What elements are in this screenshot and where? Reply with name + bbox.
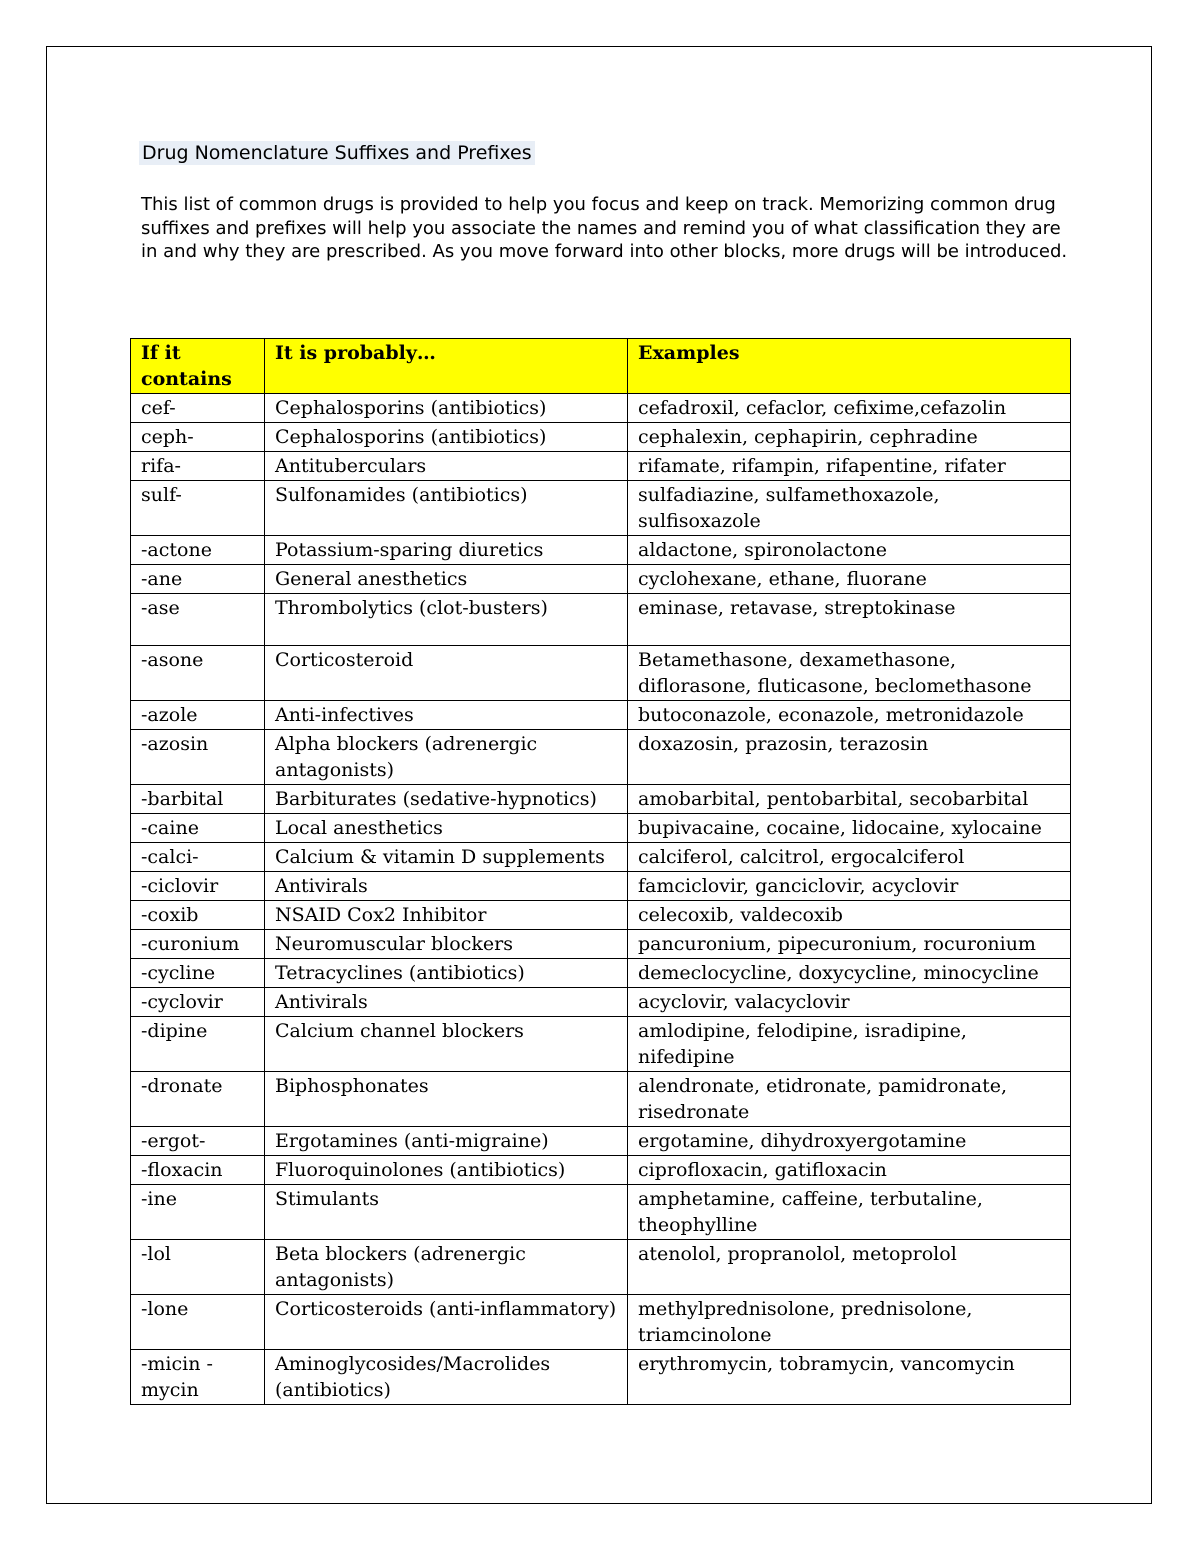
cell-contains: -ase	[131, 594, 265, 646]
cell-examples: cyclohexane, ethane, fluorane	[628, 565, 1071, 594]
cell-contains: -caine	[131, 814, 265, 843]
cell-examples: calciferol, calcitrol, ergocalciferol	[628, 843, 1071, 872]
cell-contains: -micin -mycin	[131, 1350, 265, 1405]
cell-probably: General anesthetics	[265, 565, 628, 594]
cell-examples: rifamate, rifampin, rifapentine, rifater	[628, 452, 1071, 481]
cell-examples: ciprofloxacin, gatifloxacin	[628, 1156, 1071, 1185]
table-row	[131, 646, 1071, 701]
table-row	[131, 959, 1071, 988]
table-row	[131, 1295, 1071, 1350]
cell-examples: amlodipine, felodipine, isradipine, nifedipine	[628, 1017, 1071, 1072]
cell-examples: amobarbital, pentobarbital, secobarbital	[628, 785, 1071, 814]
table-row	[131, 452, 1071, 481]
cell-probably: Neuromuscular blockers	[265, 930, 628, 959]
cell-contains: -cyclovir	[131, 988, 265, 1017]
table-row	[131, 423, 1071, 452]
table-row	[131, 785, 1071, 814]
cell-probably: Beta blockers (adrenergic antagonists)	[265, 1240, 628, 1295]
cell-contains: -ciclovir	[131, 872, 265, 901]
cell-examples: eminase, retavase, streptokinase	[628, 594, 1071, 646]
table-row	[131, 1072, 1071, 1127]
table-row	[131, 1156, 1071, 1185]
cell-examples: sulfadiazine, sulfamethoxazole, sulfisoxazole	[628, 481, 1071, 536]
table-row	[131, 872, 1071, 901]
cell-probably: Local anesthetics	[265, 814, 628, 843]
header-examples: Examples	[628, 339, 1071, 394]
table-row	[131, 536, 1071, 565]
table-row	[131, 701, 1071, 730]
cell-contains: -curonium	[131, 930, 265, 959]
cell-contains: -asone	[131, 646, 265, 701]
cell-contains: cef-	[131, 394, 265, 423]
cell-contains: rifa-	[131, 452, 265, 481]
cell-examples: doxazosin, prazosin, terazosin	[628, 730, 1071, 785]
cell-examples: methylprednisolone, prednisolone, triamcinolone	[628, 1295, 1071, 1350]
cell-contains: -ine	[131, 1185, 265, 1240]
cell-contains: -actone	[131, 536, 265, 565]
cell-examples: alendronate, etidronate, pamidronate, risedronate	[628, 1072, 1071, 1127]
table-row	[131, 843, 1071, 872]
header-probably: It is probably…	[265, 339, 628, 394]
cell-probably: Aminoglycosides/Macrolides (antibiotics)	[265, 1350, 628, 1405]
table-row	[131, 1185, 1071, 1240]
table-row	[131, 1350, 1071, 1405]
cell-examples: famciclovir, ganciclovir, acyclovir	[628, 872, 1071, 901]
document-title: Drug Nomenclature Suffixes and Prefixes	[139, 141, 535, 165]
cell-contains: ceph-	[131, 423, 265, 452]
cell-examples: erythromycin, tobramycin, vancomycin	[628, 1350, 1071, 1405]
cell-contains: -ane	[131, 565, 265, 594]
cell-probably: Biphosphonates	[265, 1072, 628, 1127]
cell-examples: aldactone, spironolactone	[628, 536, 1071, 565]
cell-probably: Fluoroquinolones (antibiotics)	[265, 1156, 628, 1185]
cell-probably: Alpha blockers (adrenergic antagonists)	[265, 730, 628, 785]
table-row	[131, 814, 1071, 843]
cell-contains: -dipine	[131, 1017, 265, 1072]
intro-paragraph: This list of common drugs is provided to help you focus and keep on track. Memorizing common drug suffixes and prefixes will help you associate the names and remind you of what classification they are in and why they are prescribed. As you move forward into other blocks, more drugs will be introduced.	[141, 194, 1068, 262]
cell-probably: Thrombolytics (clot-busters)	[265, 594, 628, 646]
cell-probably: Calcium & vitamin D supplements	[265, 843, 628, 872]
cell-contains: -cycline	[131, 959, 265, 988]
cell-contains: -ergot-	[131, 1127, 265, 1156]
table-row	[131, 565, 1071, 594]
cell-contains: -lone	[131, 1295, 265, 1350]
cell-contains: -azosin	[131, 730, 265, 785]
cell-probably: Corticosteroid	[265, 646, 628, 701]
table-row	[131, 594, 1071, 646]
cell-probably: Potassium-sparing diuretics	[265, 536, 628, 565]
cell-contains: -lol	[131, 1240, 265, 1295]
cell-probably: Tetracyclines (antibiotics)	[265, 959, 628, 988]
cell-probably: Antivirals	[265, 872, 628, 901]
cell-contains: -floxacin	[131, 1156, 265, 1185]
cell-examples: butoconazole, econazole, metronidazole	[628, 701, 1071, 730]
cell-probably: Anti-infectives	[265, 701, 628, 730]
cell-probably: Barbiturates (sedative-hypnotics)	[265, 785, 628, 814]
table-row	[131, 1240, 1071, 1295]
table-row	[131, 730, 1071, 785]
table-row	[131, 988, 1071, 1017]
cell-probably: Sulfonamides (antibiotics)	[265, 481, 628, 536]
cell-examples: Betamethasone, dexamethasone, diflorasone, fluticasone, beclomethasone	[628, 646, 1071, 701]
cell-probably: Corticosteroids (anti-inflammatory)	[265, 1295, 628, 1350]
table-header-row	[131, 339, 1071, 394]
cell-examples: bupivacaine, cocaine, lidocaine, xylocaine	[628, 814, 1071, 843]
cell-probably: Antituberculars	[265, 452, 628, 481]
cell-probably: Ergotamines (anti-migraine)	[265, 1127, 628, 1156]
cell-contains: -coxib	[131, 901, 265, 930]
table-row	[131, 901, 1071, 930]
cell-probably: Stimulants	[265, 1185, 628, 1240]
cell-contains: -calci-	[131, 843, 265, 872]
table-row	[131, 930, 1071, 959]
table-row	[131, 1127, 1071, 1156]
cell-examples: atenolol, propranolol, metoprolol	[628, 1240, 1071, 1295]
cell-contains: -barbital	[131, 785, 265, 814]
header-contains: If it contains	[131, 339, 265, 394]
drug-nomenclature-table	[130, 338, 1071, 1405]
table-row	[131, 1017, 1071, 1072]
cell-probably: NSAID Cox2 Inhibitor	[265, 901, 628, 930]
cell-probably: Cephalosporins (antibiotics)	[265, 394, 628, 423]
cell-examples: acyclovir, valacyclovir	[628, 988, 1071, 1017]
table-row	[131, 481, 1071, 536]
cell-probably: Antivirals	[265, 988, 628, 1017]
cell-contains: -azole	[131, 701, 265, 730]
cell-examples: ergotamine, dihydroxyergotamine	[628, 1127, 1071, 1156]
table-row	[131, 394, 1071, 423]
cell-examples: amphetamine, caffeine, terbutaline, theophylline	[628, 1185, 1071, 1240]
cell-examples: demeclocycline, doxycycline, minocycline	[628, 959, 1071, 988]
cell-contains: sulf-	[131, 481, 265, 536]
cell-probably: Cephalosporins (antibiotics)	[265, 423, 628, 452]
cell-probably: Calcium channel blockers	[265, 1017, 628, 1072]
cell-examples: cephalexin, cephapirin, cephradine	[628, 423, 1071, 452]
cell-contains: -dronate	[131, 1072, 265, 1127]
cell-examples: celecoxib, valdecoxib	[628, 901, 1071, 930]
cell-examples: pancuronium, pipecuronium, rocuronium	[628, 930, 1071, 959]
cell-examples: cefadroxil, cefaclor, cefixime,cefazolin	[628, 394, 1071, 423]
